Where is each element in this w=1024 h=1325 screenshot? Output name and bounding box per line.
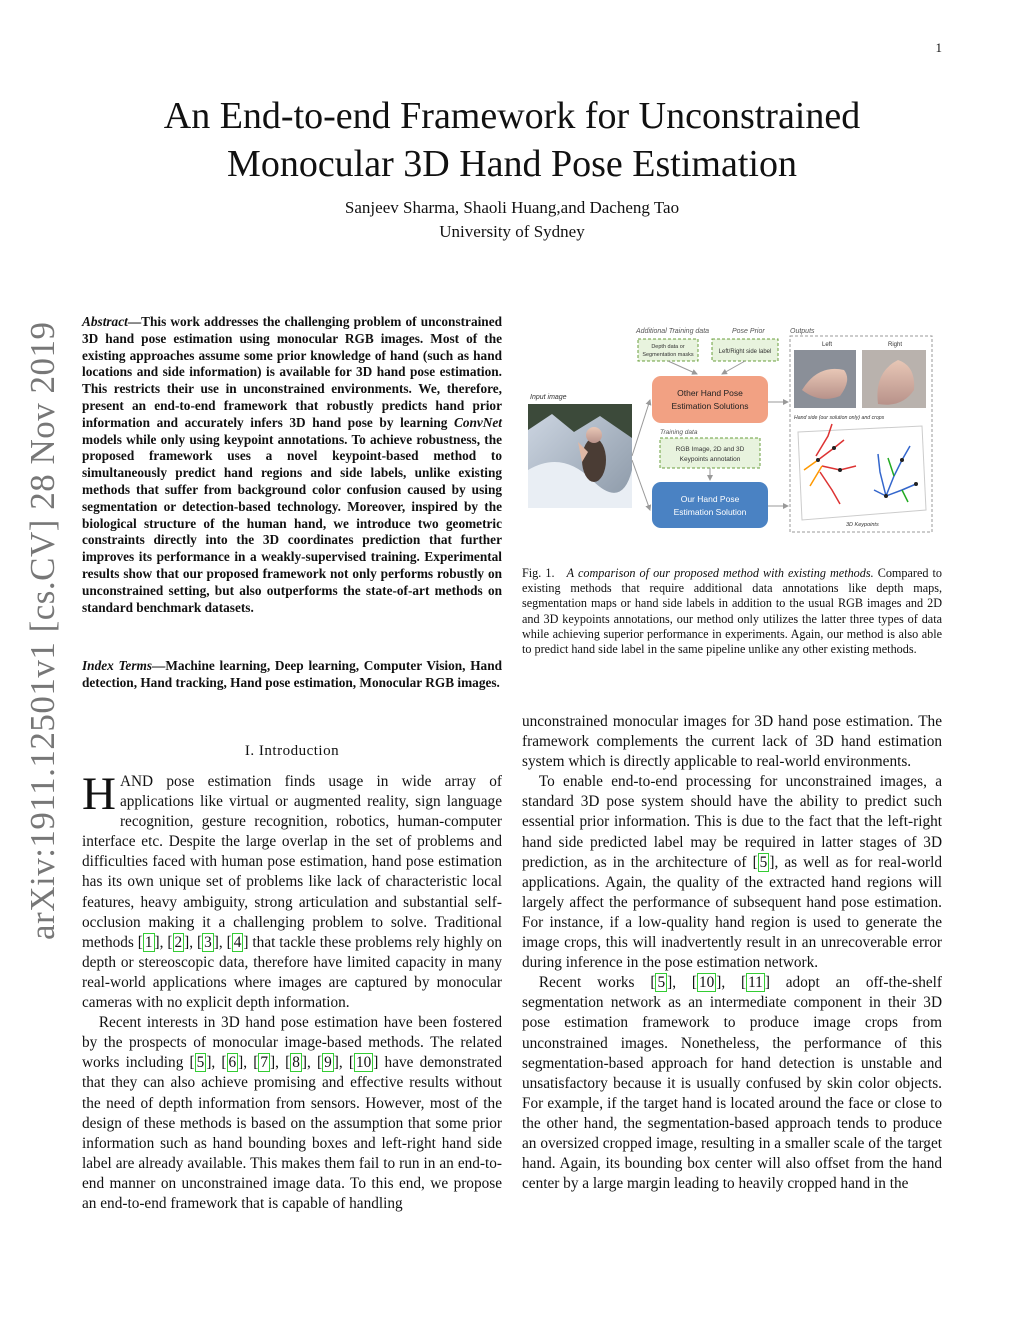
- rgb-box-line-2: Keypoints annotation: [679, 456, 741, 463]
- abstract: [82, 314, 502, 616]
- fig-label-input-image: Input image: [530, 394, 567, 401]
- index-terms: [82, 658, 502, 692]
- intro-left-column: [82, 768, 503, 1214]
- arxiv-identifier: arXiv:1911.12501v1 [cs.CV] 28 Nov 2019: [23, 321, 62, 940]
- hand-side-note: Hand side (our solution only) and crops: [794, 415, 885, 421]
- fig-label-training-data: Training data: [660, 429, 698, 436]
- index-terms-lead: Index Terms: [82, 658, 153, 673]
- title-line-1: An End-to-end Framework for Unconstrained: [163, 95, 861, 137]
- figure-caption: [522, 566, 942, 657]
- author-block: [82, 196, 942, 244]
- depth-box-line-2: Segmentation masks: [642, 352, 694, 358]
- citation-link[interactable]: 4: [233, 933, 242, 951]
- fig-label-additional-training: Additional Training data: [636, 328, 710, 335]
- citation-link[interactable]: 8: [292, 1054, 300, 1072]
- fig-label-right: Right: [888, 342, 903, 348]
- side-label-text: Left/Right side label: [718, 349, 772, 355]
- affiliation: University of Sydney: [439, 222, 585, 241]
- fig-label-left: Left: [822, 342, 833, 348]
- right-paragraph-1: unconstrained monocular images for 3D hand pose estimation. The framework complements the current lack of 3D hand estimation system which is directly applicable to real-world environments.: [522, 713, 942, 771]
- our-solution-box: [652, 482, 768, 528]
- title-line-2: Monocular 3D Hand Pose Estimation: [227, 143, 797, 185]
- fig-label-pose-prior: Pose Prior: [732, 328, 765, 335]
- citation-link[interactable]: 10: [355, 1054, 372, 1072]
- arrow: [668, 361, 697, 374]
- citation-link[interactable]: 1: [144, 933, 153, 951]
- citation-link[interactable]: 3: [204, 933, 212, 951]
- drop-cap: H: [82, 768, 116, 820]
- arrow: [632, 400, 650, 456]
- other-box-line-2: Estimation Solutions: [671, 401, 749, 411]
- right-p3-text-b: adopt an off-the-shelf segmentation network as an intermediate component in their 3D pose estimation framework to produce image crops from unconstrained images. Nonetheless, the performance of this segmentation-based approach for hand detection is unstable and unsatisfactory because it is usually confused by skin color objects. For example, if the target hand is located around the face or close to the other hand, the segmentation-based approach tends to produce an oversized cropped image, resulting in a smaller scale of the target hand. Again, its bounding box center will also offset from the hand center by a large margin leading to heavily cropped hand in the: [522, 974, 942, 1193]
- intro-p2-text-a: Recent interests in 3D hand pose estimation have been fostered by the prospects of monocular image-based methods. The related works including: [82, 1014, 502, 1072]
- depth-box-line-1: Depth data or: [651, 344, 685, 350]
- intro-paragraph-1: HAND pose estimation finds usage in wide array of applications like virtual or augmented reality, sign language recognition, gesture recognition, robotics, human-computer interface etc. Despite the large overlap in the set of problems and difficulties faced with human pose estimation, hand pose estimation has its own unique set of problems like lack of characteristic local features, heavy ambiguity, strong articulation and substantial self-occlusion making it a challenging problem to solve. Traditional methods [ 1 ], [ 2 ], [ 3 ], [ 4 ] that tackle these problems rely highly on depth or stereoscopic data, therefore have limited capacity in many real-world applications where images are captured by monocular cameras with no explicit depth information.: [82, 768, 502, 1012]
- citation-link[interactable]: 5: [196, 1054, 205, 1072]
- citation-link[interactable]: 10: [698, 974, 715, 992]
- keypoints-3d-plot: [798, 424, 926, 520]
- arrow: [632, 460, 650, 510]
- right-paragraph-3: Recent works [ 5 ], [ 10 ], [ 11 ] adopt an off-the-shelf segmentation network as an intermediate component in their 3D pose estimation framework to produce image crops from unconstrained images. Nonetheless, the performance of this segmentation-based approach for hand detection is unstable and unsatisfactory because it is usually confused by skin color objects. For example, if the target hand is located around the face or close to the other hand, the segmentation-based approach tends to produce an oversized cropped image, resulting in a smaller scale of the target hand. Again, its bounding box center will also offset from the hand center by a large margin leading to heavily cropped hand in the: [522, 974, 942, 1193]
- section-heading: I. Introduction: [244, 743, 340, 759]
- authors: Sanjeev Sharma, Shaoli Huang,and Dacheng Tao: [344, 198, 680, 217]
- abstract-convnet: ConvNet: [453, 414, 502, 430]
- other-solutions-box: [652, 376, 768, 423]
- intro-right-column: [522, 712, 942, 1194]
- right-paragraph-2: To enable end-to-end processing for unconstrained images, a standard 3D pose system should have the ability to predict such essential prior information. This is due to the fact that the left-right hand side predicted label may be required in latter stages of 3D prediction, as in the architecture of [ 5 ], as well as for real-world applications. Again, the quality of the extracted hand regions will largely affect the performance of subsequent hand pose estimation. For instance, if a low-quality hand region is used to generate the image crops, this will inadvertently result in an unrecoverable error during inference in the pose estimation network.: [522, 773, 943, 972]
- intro-p2-text-b: have demonstrated that they can also achieve promising and effective results without the need of depth information from sensors. However, most of the design of these methods is based on the assumption that some prior information such as hand bounding boxes and left-right hand side label are already available. This makes them fail to run in an end-to-end manner on unconstrained image data. To this end, we propose an end-to-end framework that is capable of handling: [82, 1054, 503, 1212]
- fig-label-3d-keypoints: 3D Keypoints: [846, 522, 879, 528]
- fig-label-outputs: Outputs: [790, 328, 815, 335]
- caption-text: Compared to existing methods that require additional data annotations like depth maps, segmentation maps or hand side labels in addition to the usual RGB images and 2D and 3D keypoints annotations, our method only utilizes the latter three types of data while achieving superior performance in experiments. Again, our method is also able to predict hand side label in the same pipeline unlike any other existing methods.: [522, 566, 943, 657]
- citation-link[interactable]: 7: [260, 1054, 269, 1072]
- abstract-lead: Abstract: [82, 314, 128, 329]
- rgb-box-line-1: RGB Image, 2D and 3D: [675, 446, 745, 453]
- right-p2-text-b: , as well as for real-world applications. Again, the quality of the extracted hand regions will largely affect the performance of subsequent hand pose estimation. For instance, if a low-quality hand region is used to generate the image crops, this will inadvertently result in an unrecoverable error during inference in the pose estimation network.: [522, 853, 943, 972]
- citation-link[interactable]: 5: [657, 974, 666, 992]
- our-box-line-1: Our Hand Pose: [680, 494, 740, 504]
- abstract-text-2: models while only using keypoint annotations. To achieve robustness, the proposed framework uses a novel keypoint-based method to simultaneously predict hand regions and side labels, unlike existing methods that suffer from background color confusion caused by using segmentation or detection-based technology. Moreover, inspired by the biological structure of the human hand, we introduce two geometric constraints directly into the 3D coordinates prediction that further improves its performance in a weakly-supervised training. Experimental results show that our proposed framework not only performs robustly on unconstrained setting, but also outperforms the state-of-art methods on standard benchmark datasets.: [82, 431, 502, 615]
- citation-link[interactable]: 11: [748, 974, 763, 992]
- rgb-keypoints-box: [660, 438, 760, 468]
- caption-label: Fig. 1.: [522, 566, 555, 580]
- right-p3-text-a: Recent works: [538, 974, 651, 992]
- figure-diagram: [522, 320, 942, 550]
- our-box-line-2: Estimation Solution: [673, 507, 747, 517]
- other-box-line-1: Other Hand Pose: [677, 388, 743, 398]
- citation-link[interactable]: 6: [228, 1054, 237, 1072]
- intro-p1-text-a: AND pose estimation finds usage in wide array of applications like virtual or augmented reality, sign language recognition, gesture recognition, robotics, human-computer interface etc. Despite the large overlap in the set of problems and difficulties faced with human pose estimation, hand pose estimation has its own unique set of problems like lack of characteristic local features, heavy ambiguity, strong articulation and substantial self-occlusion making it a challenging problem to solve. Traditional methods: [82, 773, 502, 951]
- index-terms-text: —Machine learning, Deep learning, Computer Vision, Hand detection, Hand tracking, Hand pose estimation, Monocular RGB images.: [82, 658, 502, 690]
- citation-link[interactable]: 9: [324, 1054, 332, 1072]
- arrow: [722, 361, 745, 374]
- citation-link[interactable]: 5: [759, 853, 768, 871]
- right-p2-text-a: To enable end-to-end processing for unconstrained images, a standard 3D pose system should have the ability to predict such essential prior information. This is due to the fact that the left-right hand side predicted label may be required in latter stages of 3D prediction, as in the architecture of: [522, 773, 942, 871]
- figure-1: [522, 320, 942, 550]
- intro-paragraph-2: Recent interests in 3D hand pose estimation have been fostered by the prospects of monocular image-based methods. The related works including [ 5 ], [ 6 ], [ 7 ], [ 8 ], [ 9 ], [ 10 ] have demonstrated that they can also achieve promising and effective results without the need of depth information from sensors. However, most of the design of these methods is based on the assumption that some prior information such as hand bounding boxes and left-right hand side label are already available. This makes them fail to run in an end-to-end manner on unconstrained image data. To this end, we propose an end-to-end framework that is capable of handling: [82, 1014, 503, 1212]
- right-hand-crop: [862, 350, 926, 408]
- citation-link[interactable]: 2: [174, 933, 183, 951]
- input-photo: [528, 404, 632, 508]
- left-hand-crop: [794, 350, 856, 408]
- paper-title: [82, 92, 942, 188]
- intro-p1-text-b: that tackle these problems rely highly on depth or stereoscopic data, therefore have limited capacity in many real-world applications where images are captured by monocular cameras with no explicit depth information.: [82, 933, 502, 1012]
- abstract-text-1: —This work addresses the challenging problem of unconstrained 3D hand pose estimation using monocular RGB images. Most of the existing approaches assume some prior knowledge of hand (such as hand locations and side information) is available for 3D hand pose estimation. This restricts their use in unconstrained environments. We, therefore, present an end-to-end framework that robustly predicts hand prior information and accurately infers 3D hand pose by learning: [82, 314, 502, 430]
- caption-italic: A comparison of our proposed method with existing methods.: [566, 566, 874, 580]
- page-number: 1: [935, 40, 942, 55]
